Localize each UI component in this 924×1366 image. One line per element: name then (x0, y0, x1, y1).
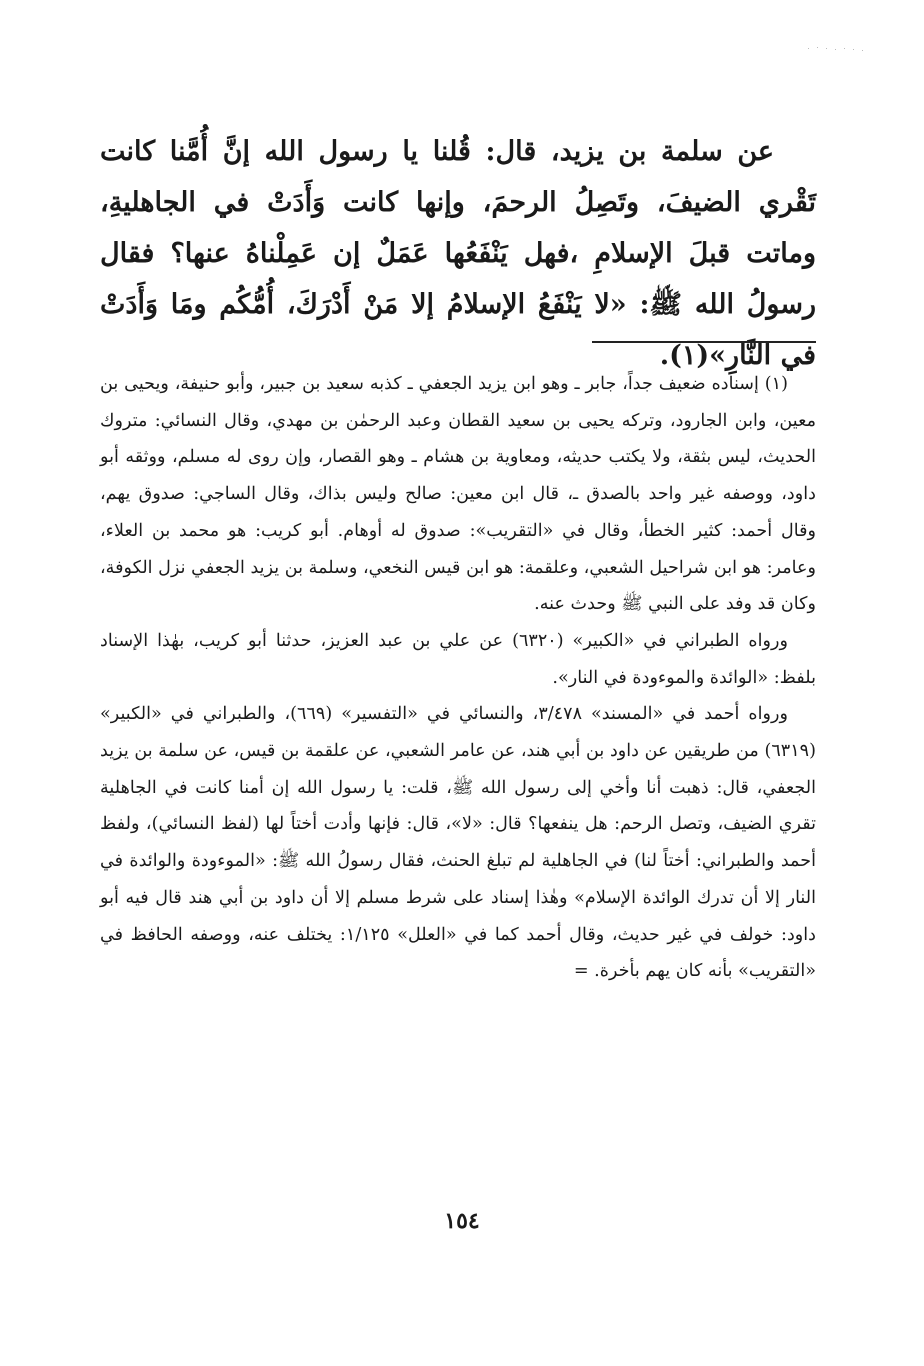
page-number: ١٥٤ (444, 1208, 480, 1234)
footnote-paragraph-3: ورواه أحمد في «المسند» ٣/٤٧٨، والنسائي في «التفسير» (٦٦٩)، والطبراني في «الكبير» (٦٣١٩) من طريقين عن داود بن أبي هند، عن عامر الشعبي، عن علقمة بن قيس، عن سلمة بن يزيد الجعفي، قال: ذهبت أنا وأخي إلى رسول الله ﷺ، قلت: يا رسول الله إن أمنا كانت في الجاهلية تقري الضيف، وتصل الرحم: هل ينفعها؟ قال: «لا»، قال: فإنها وأدت أختاً لها (لفظ النسائي)، ولفظ أحمد والطبراني: أختاً لنا) في الجاهلية لم تبلغ الحنث، فقال رسولُ الله ﷺ: «الموءودة والوائدة في النار إلا أن تدرك الوائدة الإسلام» وهٰذا إسناد على شرط مسلم إلا أن داود بن أبي هند قال فيه أبو داود: خولف في غير حديث، وقال أحمد كما في «العلل» ١/١٢٥: يختلف عنه، ووصفه الحافظ في «التقريب» بأنه كان يهم بأخرة. = (100, 704, 816, 982)
footnote-paragraph-2: ورواه الطبراني في «الكبير» (٦٣٢٠) عن علي بن عبد العزيز، حدثنا أبو كريب، بهٰذا الإسناد بلفظ: «الوائدة والموءودة في النار». (100, 630, 816, 688)
footnote-paragraph-1: (١) إسناده ضعيف جداً، جابر ـ وهو ابن يزيد الجعفي ـ كذبه سعيد بن جبير، وأبو حنيفة، ويحيى بن معين، وابن الجارود، وتركه يحيى بن سعيد القطان وعبد الرحمٰن بن مهدي، وقال النسائي: متروك الحديث، ليس بثقة، ولا يكتب حديثه، ومعاوية بن هشام ـ وهو القصار، وإن روى له مسلم، ووثقه أبو داود، ووصفه غير واحد بالصدق ـ، قال ابن معين: صالح وليس بذاك، وقال الساجي: صدوق يهم، وقال أحمد: كثير الخطأ، وقال في «التقريب»: صدوق له أوهام. أبو كريب: هو محمد بن العلاء، وعامر: هو ابن شراحيل الشعبي، وعلقمة: هو ابن قيس النخعي، وسلمة بن يزيد الجعفي نزل الكوفة، وكان قد وفد على النبي ﷺ وحدث عنه. (100, 374, 816, 615)
footnote-divider (592, 341, 816, 343)
main-paragraph: عن سلمة بن يزيد، قال: قُلنا يا رسول الله إنَّ أُمَّنا كانت تَقْري الضيفَ، وتَصِلُ الرحمَ، وإنها كانت وَأَدَتْ في الجاهليةِ، وماتت قبلَ الإسلامِ ،فهل يَنْفَعُها عَمَلٌ إن عَمِلْناهُ عنها؟ فقال رسولُ الله ﷺ: «لا يَنْفَعُ الإسلامُ إلا مَنْ أَدْرَكَ، أُمُّكُم ومَا وَأَدَتْ في النَّارِ»(١). (100, 136, 816, 371)
scan-speck (808, 46, 868, 50)
footnotes-section (100, 366, 816, 990)
